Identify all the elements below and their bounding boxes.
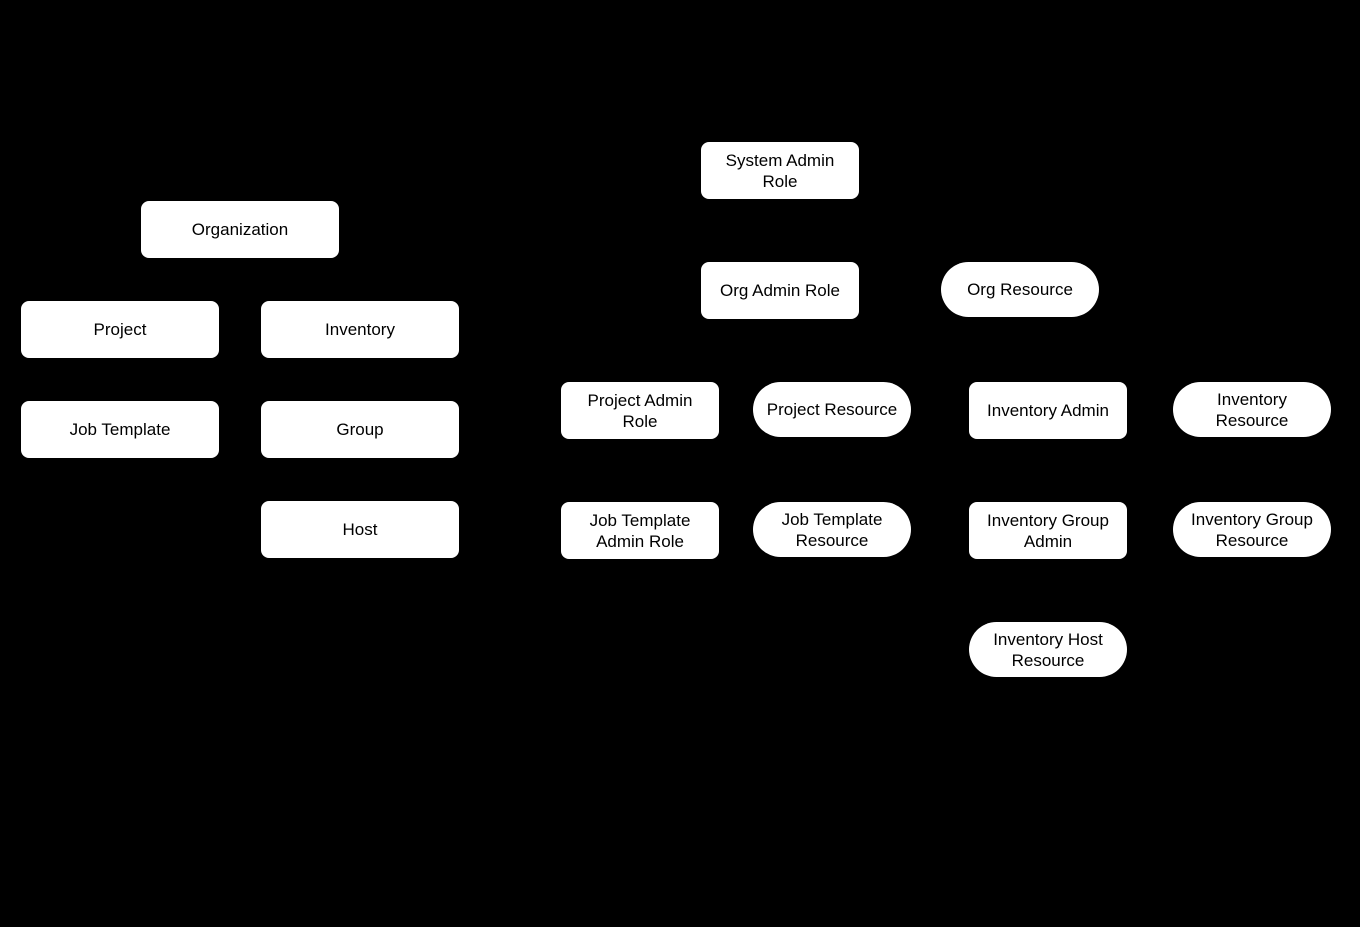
node-label: Org Resource	[967, 280, 1073, 299]
node-job-template-resource	[753, 502, 911, 557]
node-label: Org Admin Role	[720, 281, 840, 300]
node-label: Organization	[191, 220, 289, 239]
node-label: Inventory Group Admin	[987, 510, 1109, 551]
node-label: Job Template Resource	[781, 509, 883, 550]
node-project-resource	[753, 382, 911, 437]
node-host	[261, 501, 459, 558]
node-job-template	[21, 401, 219, 458]
node-group	[261, 401, 459, 458]
node-label: Inventory Host Resource	[993, 629, 1103, 670]
node-label: Inventory Resource	[1215, 389, 1289, 430]
node-label: Project	[93, 320, 147, 339]
node-inventory	[261, 301, 459, 358]
node-project	[21, 301, 219, 358]
node-project-admin-role	[561, 382, 719, 439]
node-inventory-admin	[969, 382, 1127, 439]
node-inventory-host-resource	[969, 622, 1127, 677]
node-label: Group	[336, 420, 384, 439]
node-label: System Admin Role	[725, 150, 835, 191]
node-label: Project Resource	[766, 400, 898, 419]
node-label: Job Template	[69, 420, 171, 439]
node-inventory-group-resource	[1173, 502, 1331, 557]
node-label: Host	[342, 520, 378, 539]
node-inventory-group-admin	[969, 502, 1127, 559]
node-label: Inventory Admin	[987, 401, 1109, 420]
node-label: Inventory Group Resource	[1191, 509, 1313, 550]
node-label: Project Admin Role	[587, 390, 693, 431]
node-inventory-resource	[1173, 382, 1331, 437]
node-label: Job Template Admin Role	[589, 510, 691, 551]
node-org-admin-role	[701, 262, 859, 319]
node-job-template-admin-role	[561, 502, 719, 559]
node-system-admin-role	[701, 142, 859, 199]
node-org-resource	[941, 262, 1099, 317]
node-label: Inventory	[325, 320, 395, 339]
node-organization	[141, 201, 339, 258]
